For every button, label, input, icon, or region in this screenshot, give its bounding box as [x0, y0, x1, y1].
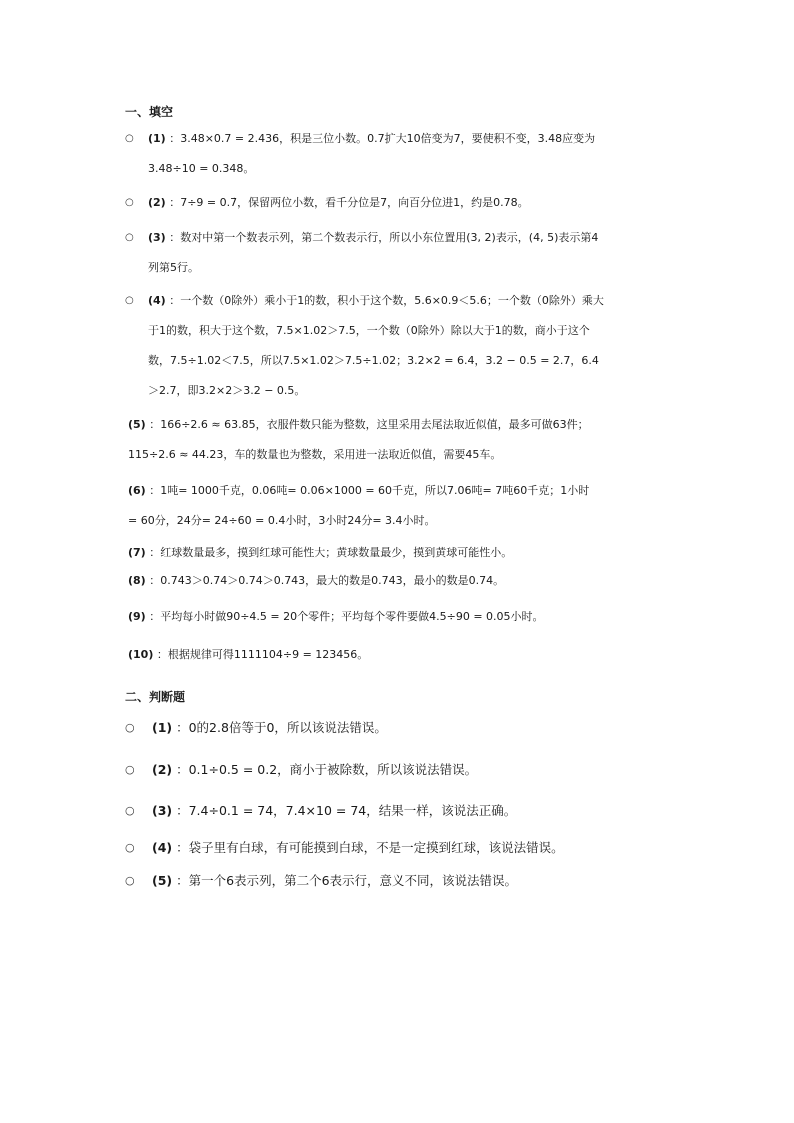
item-text: ：红球数量最多，摸到红球可能性大；黄球数量最少，摸到黄球可能性小。	[149, 546, 513, 559]
section-title-fill-in: 一、填空	[125, 105, 174, 119]
item-text: ：0的2.8倍等于0，所以该说法错误。	[176, 720, 387, 735]
item-text: ：根据规律可得1111104÷9 = 123456。	[156, 648, 369, 661]
list-item	[0, 713, 632, 743]
item-label: (2)	[148, 196, 166, 209]
item-text: ：袋子里有白球，有可能摸到白球，不是一定摸到红球，该说法错误。	[176, 840, 564, 855]
item-label: (8)	[128, 574, 146, 587]
bullet-icon: ○	[125, 763, 135, 776]
item-label: (2)	[152, 762, 173, 777]
bullet-icon: ○	[125, 841, 135, 854]
section-title-true-false: 二、判断题	[125, 690, 186, 704]
item-label: (1)	[148, 132, 166, 145]
list-item	[0, 602, 598, 632]
item-text: ：平均每小时做90÷4.5 = 20个零件；平均每个零件要做4.5÷90 = 0.05小时。	[149, 610, 544, 623]
item-label: (9)	[128, 610, 146, 623]
item-label: (4)	[152, 840, 173, 855]
list-item	[0, 640, 598, 670]
item-label: (5)	[128, 418, 146, 431]
item-label: (1)	[152, 720, 173, 735]
list-item	[0, 124, 608, 184]
item-text: ：7÷9 = 0.7̇，保留两位小数，看千分位是7，向百分位进1，约是0.78。	[169, 196, 529, 209]
list-item	[0, 538, 598, 568]
item-text: ：一个数（0除外）乘小于1的数，积小于这个数，5.6×0.9＜5.6；一个数（0除外）乘大于1的数，积大于这个数，7.5×1.02＞7.5，一个数（0除外）除以大于1的数，商小于这个数，7.5÷1.02＜7.5，所以7.5×1.02＞7.5÷1.02；3.2×2 = 6.4，3.2 − 0.5 = 2.7，6.4＞2.7，即3.2×2＞3.2 − 0.5。	[148, 294, 604, 397]
item-text: ：0.743＞0.74＞0.74＞0.743，最大的数是0.743，最小的数是0.74。	[149, 574, 505, 587]
item-label: (6)	[128, 484, 146, 497]
item-text: ：1吨= 1000千克，0.06吨= 0.06×1000 = 60千克，所以7.06吨= 7吨60千克；1小时= 60分，24分= 24÷60 = 0.4小时，3小时24分= 3.4小时。	[128, 484, 590, 527]
item-label: (4)	[148, 294, 166, 307]
item-text: ：第一个6表示列，第二个6表示行，意义不同，该说法错误。	[176, 873, 518, 888]
list-item	[0, 796, 632, 826]
item-text: ：3.48×0.7 = 2.436，积是三位小数。0.7扩大10倍变为7，要使积不变，3.48应变为3.48÷10 = 0.348。	[148, 132, 596, 175]
item-text: ：7.4÷0.1 = 74，7.4×10 = 74，结果一样，该说法正确。	[176, 803, 517, 818]
list-item	[0, 566, 598, 596]
bullet-icon: ○	[125, 804, 135, 817]
bullet-icon: ○	[125, 721, 135, 734]
bullet-icon: ○	[125, 133, 134, 144]
list-item	[0, 223, 608, 283]
list-item	[0, 833, 632, 863]
list-item	[0, 188, 608, 218]
item-label: (7)	[128, 546, 146, 559]
list-item	[0, 476, 598, 536]
item-label: (10)	[128, 648, 154, 661]
item-text: ：数对中第一个数表示列，第二个数表示行，所以小东位置用(3, 2)表示，(4, 5)表示第4列第5行。	[148, 231, 599, 274]
list-item	[0, 866, 632, 896]
list-item	[0, 755, 632, 785]
bullet-icon: ○	[125, 874, 135, 887]
list-item	[0, 286, 608, 406]
item-label: (3)	[148, 231, 166, 244]
bullet-icon: ○	[125, 295, 134, 306]
item-label: (5)	[152, 873, 173, 888]
item-label: (3)	[152, 803, 173, 818]
bullet-icon: ○	[125, 197, 134, 208]
list-item	[0, 410, 598, 470]
item-text: ：166÷2.6 ≈ 63.85，衣服件数只能为整数，这里采用去尾法取近似值，最多可做63件；115÷2.6 ≈ 44.23，车的数量也为整数，采用进一法取近似值，需要45车。	[128, 418, 589, 461]
bullet-icon: ○	[125, 232, 134, 243]
item-text: ：0.1÷0.5 = 0.2，商小于被除数，所以该说法错误。	[176, 762, 478, 777]
